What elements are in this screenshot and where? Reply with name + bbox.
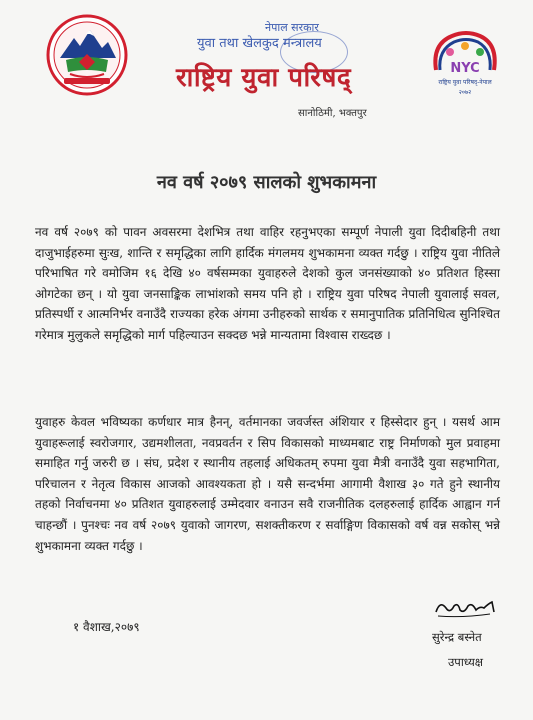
signer-name: सुरेन्द्र बस्नेत	[432, 630, 482, 644]
nyc-logo-text: NYC	[450, 61, 480, 76]
letter-title: नव वर्ष २०७९ सालको शुभकामना	[156, 172, 377, 193]
body-paragraph-2: युवाहरु केवल भविष्यका कर्णधार मात्र हैनन्, वर्तमानका जवर्जस्त अंशियार र हिस्सेदार हुन् । यसर्थ आम युवाहरूलाई स्वरोजगार, उद्यमशीलता, नवप्रवर्तन र सिप विकासको माध्यमबाट राष्ट्र निर्माणको मुल प्रवाहमा समाहित गर्नु जरुरी छ । संघ, प्रदेश र स्थानीय तहलाई अधिकतम् रुपमा युवा मैत्री वनाउँदै युवा सहभागिता, परिचालन र नेतृत्व विकास आजको आवश्यकता हो । यसै सन्दर्भमा आगामी वैशाख ३० गते हुने स्थानीय तहको निर्वाचनमा ४० प्रतिशत युवाहरुलाई उम्मेदवार वनाउन सवै राजनीतिक दलहरुलाई हार्दिक आह्वान गर्न चाहन्छौं । पुनश्चः नव वर्ष २०७९ युवाको जागरण, सशक्तीकरण र सर्वाङ्गिण विकासको वर्ष वन्न सकोस् भन्ने शुभकामना व्यक्त गर्दछु ।	[35, 415, 500, 553]
header-council-name: राष्ट्रिय युवा परिषद्	[176, 63, 352, 93]
header-government-label: नेपाल सरकार	[265, 21, 319, 34]
header-address: सानोठिमी, भक्तपुर	[298, 108, 367, 119]
nyc-logo-year: २०७२	[458, 89, 472, 96]
body-paragraph-1: नव वर्ष २०७९ को पावन अवसरमा देशभित्र तथा वाहिर रहनुभएका सम्पूर्ण नेपाली युवा दिदीबहिनी तथा दाजुभाईहरुमा सुःख, शान्ति र समृद्धिका लागि हार्दिक मंगलमय शुभकामना व्यक्त गर्दछु । राष्ट्रिय युवा नीतिले परिभाषित गरे वमोजिम १६ देखि ४० वर्षसम्मका युवाहरुले देशको कुल जनसंख्याको ४० प्रतिशत हिस्सा ओगटेका छन् । यो युवा जनसाङ्किक लाभांशको समय पनि हो । राष्ट्रिय युवा परिषद नेपाली युवालाई सवल, प्रतिस्पर्धी र आत्मनिर्भर वनाउँदै राज्यका हरेक अंगमा उनीहरुको सार्थक र समानुपातिक प्रतिनिधित्व सुनिश्चित गरेमात्र मुलुकले समृद्धिको मार्ग पहिल्याउन सक्दछ भन्ने मान्यतामा विश्वास राख्दछ ।	[35, 225, 500, 342]
header-ministry-name: युवा तथा खेलकुद मन्त्रालय	[197, 36, 322, 51]
nyc-logo	[428, 26, 502, 98]
nepal-emblem-logo	[46, 14, 128, 96]
nyc-logo-caption: राष्ट्रिय युवा परिषद्-नेपाल	[438, 79, 492, 86]
signature-image	[432, 594, 500, 620]
signer-title: उपाध्यक्ष	[448, 655, 484, 669]
letter-date: १ वैशाख,२०७९	[73, 620, 140, 634]
